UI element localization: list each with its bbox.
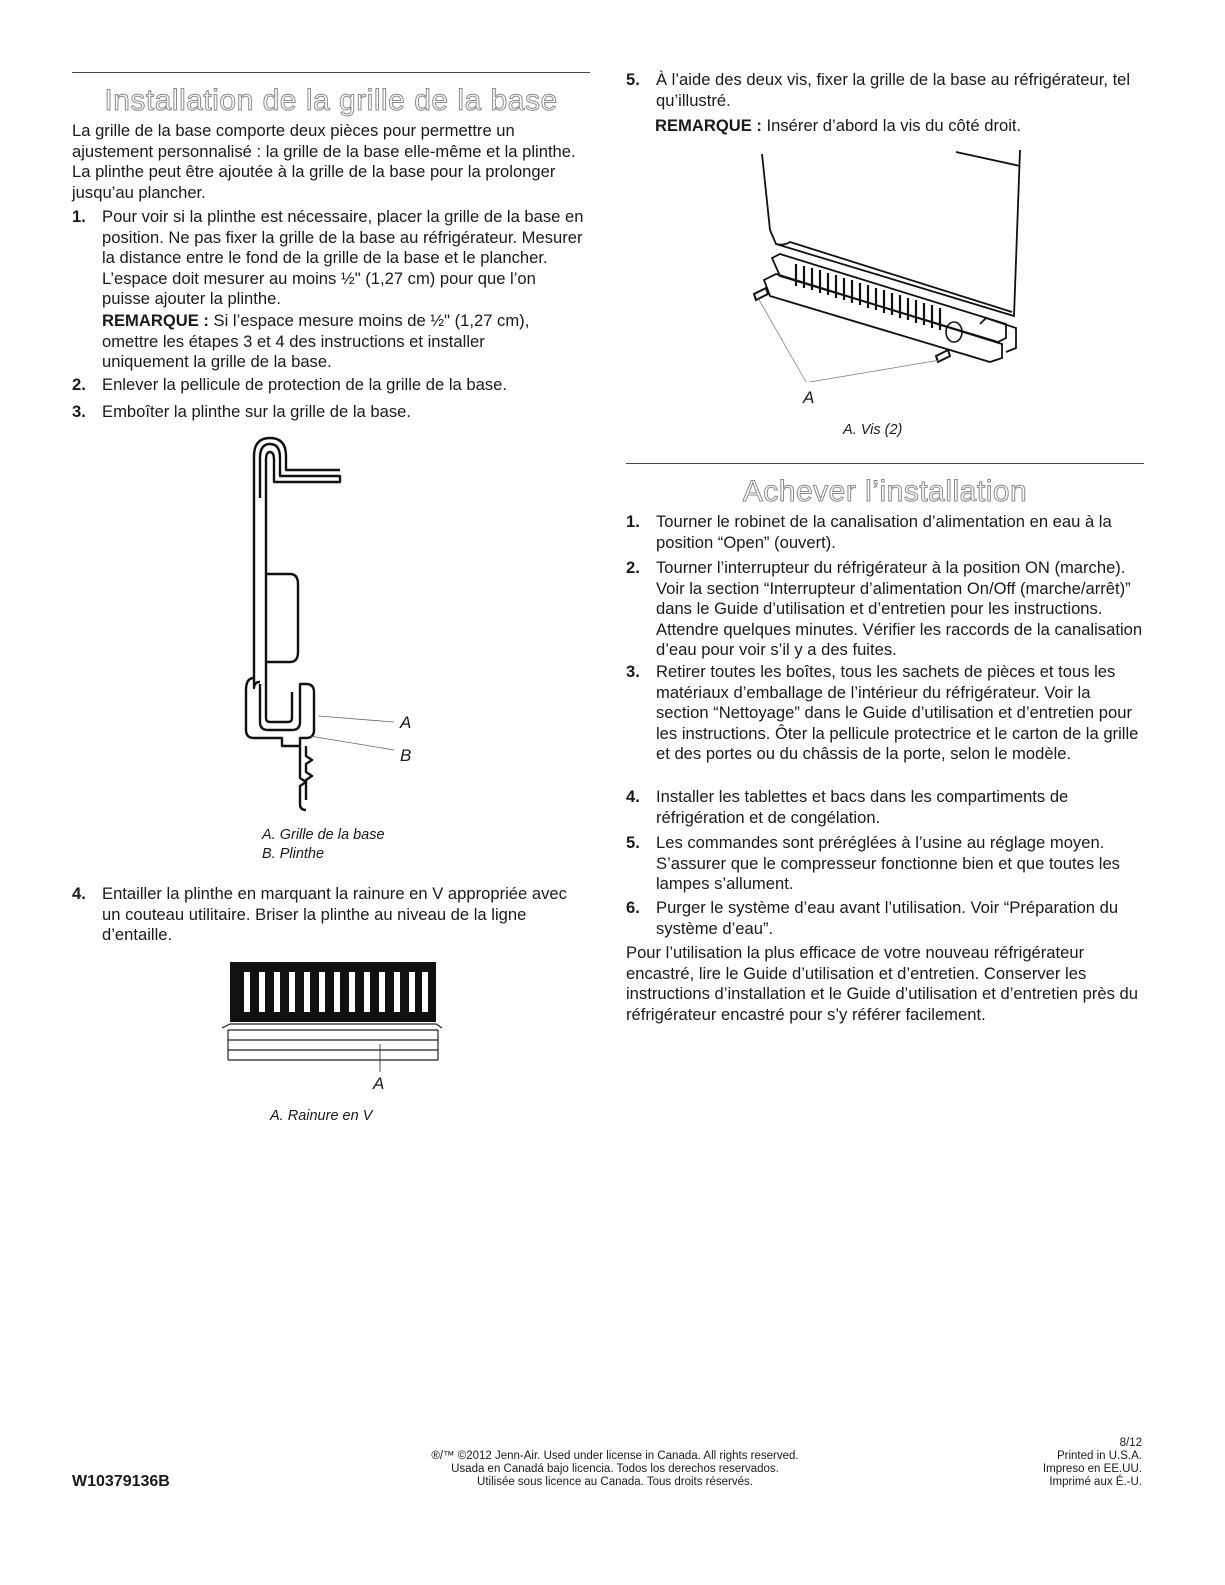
legal-line-en: ®/™ ©2012 Jenn-Air. Used under license in Canada. All rights reserved. (431, 1450, 799, 1462)
step-text: Entailler la plinthe en marquant la rainure en V appropriée avec un couteau utilitaire. Briser la plinthe au niveau de la ligne d’entaille. (102, 884, 567, 944)
note-right-screw (655, 116, 1135, 137)
step-number: 6. (626, 898, 640, 917)
v-groove-illustration (222, 962, 442, 1074)
step-text: Tourner le robinet de la canalisation d’alimentation en eau à la position “Open” (ouvert). (656, 512, 1112, 552)
document-code: W10379136B (72, 1473, 170, 1490)
step-text: Emboîter la plinthe sur la grille de la base. (102, 402, 411, 421)
step-number: 3. (626, 662, 640, 681)
step-number: 5. (626, 833, 640, 852)
step-text: Pour voir si la plinthe est nécessaire, placer la grille de la base en position. Ne pas fixer la grille de la base au réfrigérateur. Mesurer la distance entre le fond de la grille de la base et le plancher. L’espace doit mesurer au moins ½" (1,27 cm) pour que l’on puisse ajouter la plinthe. (102, 207, 584, 308)
step-number: 4. (626, 787, 640, 806)
print-line-en: Printed in U.S.A. (1056, 1450, 1142, 1462)
legal-line-fr: Utilisée sous licence au Canada. Tous droits réservés. (477, 1476, 753, 1488)
step-number: 4. (72, 884, 86, 903)
legal-notice (380, 1450, 850, 1489)
step-text: Tourner l’interrupteur du réfrigérateur à la position ON (marche). Voir la section “Interrupteur d’alimentation On/Off (marche/arrêt)” dans le Guide d’utilisation et d’entretien pour les instructions. Attendre quelques minutes. Vérifier les raccords de la canalisation d’eau pour voir s’il y a des fuites. (656, 558, 1143, 659)
step-number: 1. (72, 207, 86, 226)
right-section-rule (626, 463, 1144, 464)
note-text: Si l’espace mesure moins de ½" (1,27 cm), omettre les étapes 3 et 4 des instructions et installer uniquement la grille de la base. (102, 311, 530, 371)
note-label: REMARQUE : (655, 116, 762, 135)
step-text: Purger le système d’eau avant l’utilisation. Voir “Préparation du système d’eau”. (656, 898, 1119, 938)
print-info (980, 1437, 1142, 1489)
step-text: Enlever la pellicule de protection de la grille de la base. (102, 375, 507, 394)
print-date: 8/12 (1119, 1437, 1142, 1449)
step-number: 1. (626, 512, 640, 531)
fig2-caption-a: A. Rainure en V (270, 1108, 373, 1124)
step-number: 2. (626, 558, 640, 577)
grille-screws-illustration (740, 146, 1030, 406)
left-section-rule (72, 72, 590, 73)
section-title-base-grille: Installation de la grille de la base (104, 84, 558, 117)
note-label: REMARQUE : (102, 311, 209, 330)
intro-paragraph: La grille de la base comporte deux pièces pour permettre un ajustement personnalisé : la grille de la base elle-même et la plinthe. La plinthe peut être ajoutée à la grille de la base pour la prolonger jusqu’au plancher. (72, 121, 576, 202)
legal-line-es: Usada en Canadá bajo licencia. Todos los derechos reservados. (451, 1463, 779, 1475)
fig3-caption-a: A. Vis (2) (843, 422, 903, 438)
fig1-callout-b: B (400, 746, 412, 765)
grille-profile-illustration (230, 438, 370, 818)
step-number: 2. (72, 375, 86, 394)
note-gap-less (102, 311, 572, 373)
fig3-callout-a: A (803, 388, 815, 407)
section-title-complete-install: Achever l’installation (742, 475, 1028, 508)
fig2-callout-a: A (373, 1074, 385, 1093)
fig1-caption-b: B. Plinthe (262, 846, 325, 862)
step-text: Retirer toutes les boîtes, tous les sachets de pièces et tous les matériaux d’emballage de l’intérieur du réfrigérateur. Voir la section “Nettoyage” dans le Guide d’utilisation et d’entretien pour les instructions. Ôter la pellicule protectrice et le carton de la grille et des portes ou du châssis de la porte, selon le modèle. (656, 662, 1139, 763)
print-line-fr: Imprimé aux É.-U. (1049, 1476, 1142, 1488)
print-line-es: Impreso en EE.UU. (1042, 1463, 1142, 1475)
closing-paragraph: Pour l’utilisation la plus efficace de votre nouveau réfrigérateur encastré, lire le Guide d’utilisation et d’entretien. Conserver les instructions d’installation et le Guide d’utilisation et d’entretien près du réfrigérateur encastré pour s’y référer facilement. (626, 943, 1138, 1024)
step-text: À l’aide des deux vis, fixer la grille de la base au réfrigérateur, tel qu’illustré. (656, 70, 1131, 110)
step-number: 5. (626, 70, 640, 89)
fig1-callout-a: A (400, 713, 412, 732)
step-number: 3. (72, 402, 86, 421)
step-text: Installer les tablettes et bacs dans les compartiments de réfrigération et de congélation. (656, 787, 1069, 827)
fig1-caption-a: A. Grille de la base (262, 827, 385, 843)
note-text: Insérer d’abord la vis du côté droit. (761, 116, 1022, 135)
step-text: Les commandes sont préréglées à l’usine au réglage moyen. S’assurer que le compresseur fonctionne bien et que toutes les lampes s’allument. (656, 833, 1120, 893)
